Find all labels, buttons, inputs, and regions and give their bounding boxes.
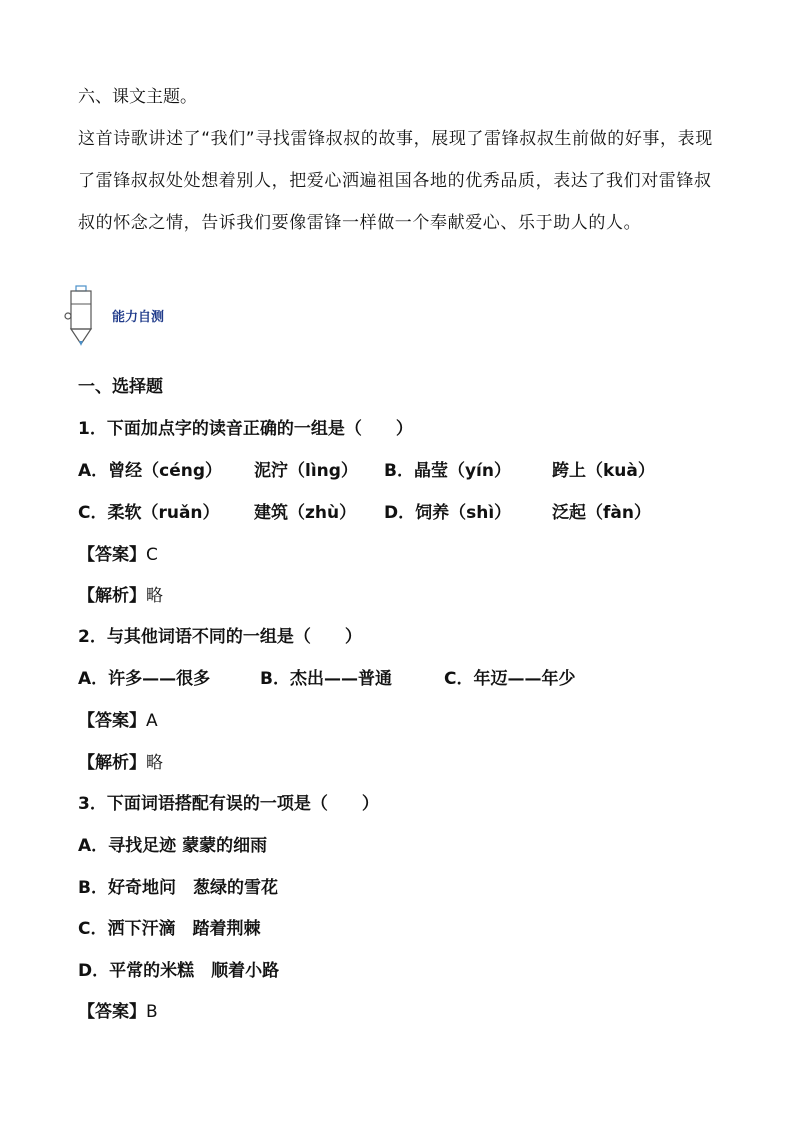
- answer-label: 【答案】: [78, 1002, 146, 1022]
- q3-option-a: A．寻找足迹 蒙蒙的细雨: [78, 836, 268, 856]
- ability-test-badge: [62, 284, 202, 350]
- q3-option-d: D．平常的米糕 顺着小路: [78, 961, 280, 981]
- analysis-value: 略: [146, 753, 163, 773]
- q1-option-b2: 跨上（kuà）: [552, 461, 655, 481]
- q2-option-a: A．许多——很多: [78, 669, 211, 689]
- q2-answer: [78, 710, 158, 732]
- question-3: 3．下面词语搭配有误的一项是（ ）: [78, 794, 379, 814]
- q1-options-row-1: [78, 460, 718, 482]
- q1-answer: [78, 544, 158, 566]
- answer-value: A: [146, 711, 158, 731]
- badge-label: 能力自测: [112, 310, 165, 325]
- theme-paragraph: 这首诗歌讲述了“我们”寻找雷锋叔叔的故事，展现了雷锋叔叔生前做的好事，表现了雷锋叔叔处处想着别人，把爱心洒遍祖国各地的优秀品质，表达了我们对雷锋叔叔的怀念之情，告诉我们要像雷锋一样做一个奉献爱心、乐于助人的人。: [78, 129, 713, 233]
- q2-options-row: [78, 668, 718, 690]
- answer-label: 【答案】: [78, 711, 146, 731]
- q3-answer: [78, 1001, 158, 1023]
- q1-options-row-2: [78, 502, 718, 524]
- analysis-label: 【解析】: [78, 753, 146, 773]
- answer-label: 【答案】: [78, 545, 146, 565]
- analysis-value: 略: [146, 586, 163, 606]
- q1-option-a2: 泥泞（lìng）: [254, 461, 358, 481]
- q2-option-c: C．年迈——年少: [444, 669, 576, 689]
- pen-icon: [62, 284, 102, 350]
- question-2: 2．与其他词语不同的一组是（ ）: [78, 627, 362, 647]
- q1-option-d1: D．饲养（shì）: [384, 503, 512, 523]
- q2-option-b: B．杰出——普通: [260, 669, 392, 689]
- q1-analysis: [78, 585, 163, 607]
- q1-option-c2: 建筑（zhù）: [254, 503, 357, 523]
- q1-option-d2: 泛起（fàn）: [552, 503, 651, 523]
- q2-analysis: [78, 752, 163, 774]
- answer-value: C: [146, 545, 158, 565]
- section-title: 六、课文主题。: [78, 87, 197, 107]
- q1-option-b1: B．晶莹（yín）: [384, 461, 511, 481]
- section-heading: 一、选择题: [78, 377, 163, 397]
- q1-option-a1: A．曾经（céng）: [78, 461, 223, 481]
- question-1: 1．下面加点字的读音正确的一组是（ ）: [78, 419, 413, 439]
- q1-option-c1: C．柔软（ruǎn）: [78, 503, 220, 523]
- analysis-label: 【解析】: [78, 586, 146, 606]
- answer-value: B: [146, 1002, 158, 1022]
- q3-option-c: C．洒下汗滴 踏着荆棘: [78, 919, 261, 939]
- q3-option-b: B．好奇地问 葱绿的雪花: [78, 878, 278, 898]
